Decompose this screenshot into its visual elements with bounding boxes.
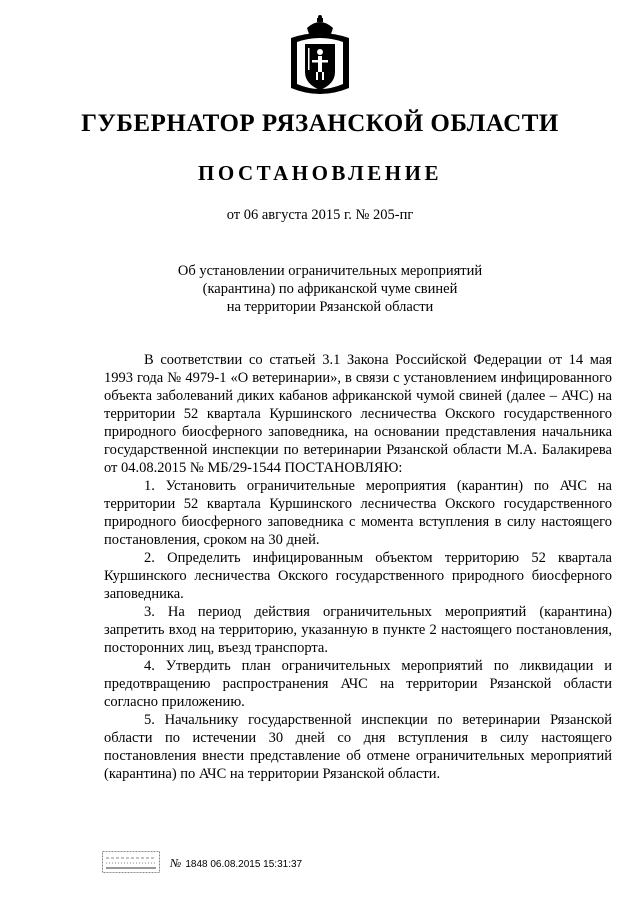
subject-line: на территории Рязанской области xyxy=(226,299,434,315)
clause-paragraph: 5. Начальнику государственной инспекции по ветеринарии Рязанской области по истечении 30 дней со дня вступления в силу настоящего постановления внести представление об отмене ограничительных мероприятий (карантина) по АЧС на территории Рязанской области. xyxy=(104,712,612,782)
clause-paragraph: 3. На период действия ограничительных мероприятий (карантина) запретить вход на территорию, указанную в пункте 2 настоящего постановления, посторонних лиц, въезд транспорта. xyxy=(104,604,612,656)
registration-number: № 1848 06.08.2015 15:31:37 xyxy=(170,856,303,870)
preamble-paragraph: В соответствии со статьей 3.1 Закона Российской Федерации от 14 мая 1993 года № 4979-1 «О ветеринарии», в связи с установлением инфицированного объекта заболеваний диких кабанов африканской чумой свиней (далее – АЧС) на территории 52 квартала Куршинского лесничества Окского государственного природного биосферного заповедника, на основании представления начальника государственной инспекции по ветеринарии Рязанской области М.А. Балакирева от 04.08.2015 № МБ/29-1544 ПОСТАНОВЛЯЮ: xyxy=(104,352,612,476)
issuing-authority: ГУБЕРНАТОР РЯЗАНСКОЙ ОБЛАСТИ xyxy=(81,110,559,137)
clause-paragraph: 1. Установить ограничительные мероприятия (карантин) по АЧС на территории 52 квартала Куршинского лесничества Окского государственного природного биосферного заповедника с момента вступления в силу настоящего постановления, сроком на 30 дней. xyxy=(104,478,612,548)
registration-footer xyxy=(102,851,332,875)
coat-of-arms-icon xyxy=(287,14,353,98)
document-body xyxy=(104,351,612,783)
subject-line: (карантина) по африканской чуме свиней xyxy=(202,281,458,297)
document-subject xyxy=(160,262,500,316)
clause-paragraph: 2. Определить инфицированным объектом территорию 52 квартала Куршинского лесничества Окского государственного природного биосферного заповедника. xyxy=(104,550,612,602)
subject-line: Об установлении ограничительных мероприятий xyxy=(177,263,483,279)
clause-paragraph: 4. Утвердить план ограничительных мероприятий по ликвидации и предотвращению распространения АЧС на территории Рязанской области согласно приложению. xyxy=(104,658,612,710)
document-type: ПОСТАНОВЛЕНИЕ xyxy=(198,161,442,185)
document-date-number: от 06 августа 2015 г. № 205-пг xyxy=(226,207,414,223)
registration-stamp-icon xyxy=(102,851,160,873)
